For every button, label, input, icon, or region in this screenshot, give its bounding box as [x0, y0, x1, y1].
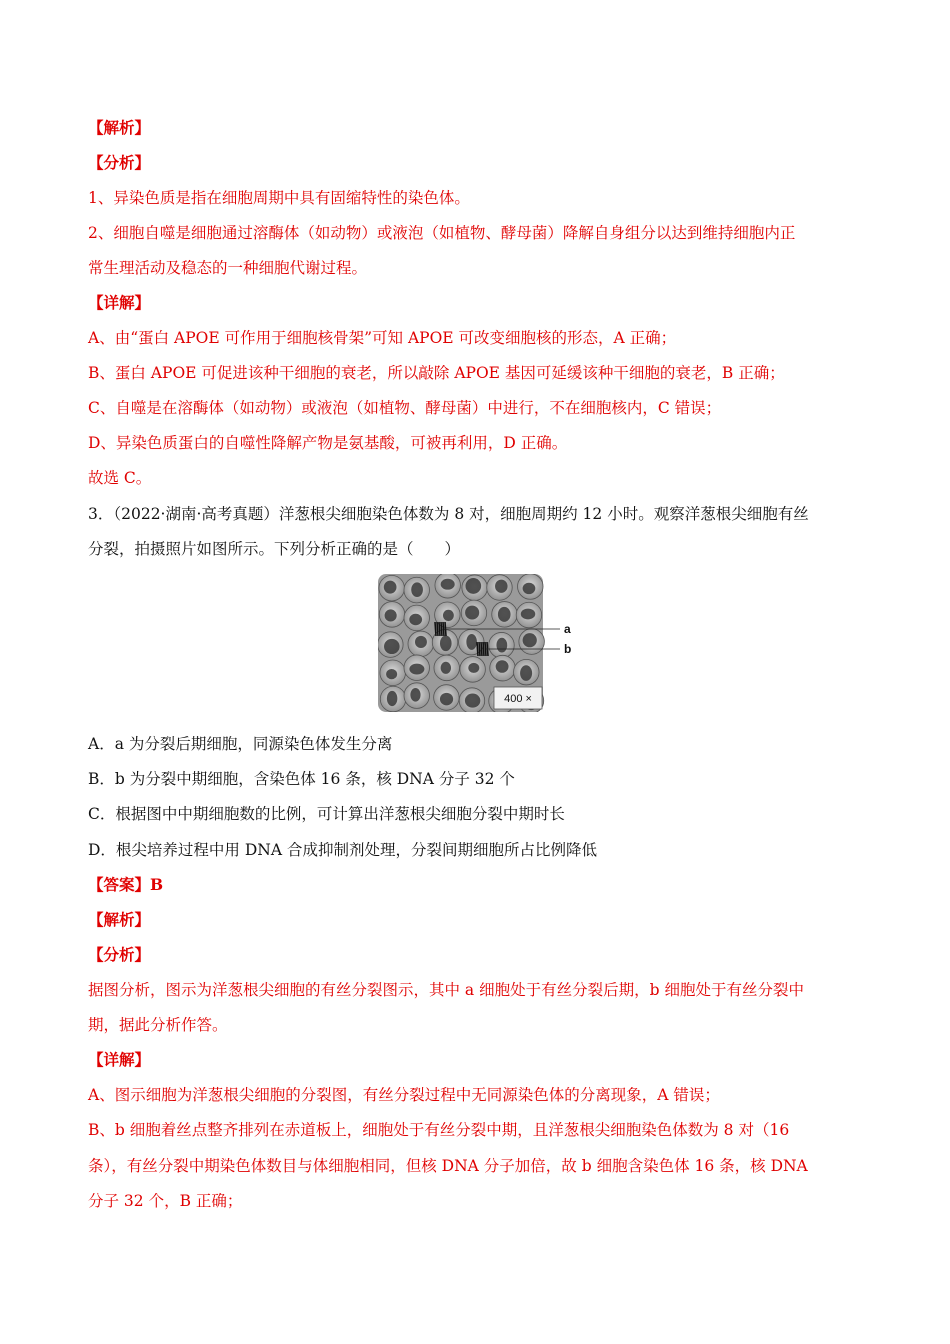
text-line: 故选 C。	[88, 469, 152, 487]
text-line: 【分析】	[88, 153, 151, 172]
text-line: B、b 细胞着丝点整齐排列在赤道板上，细胞处于有丝分裂中期，且洋葱根尖细胞染色体数为 8 对（16	[88, 1121, 790, 1139]
text-line: 【详解】	[88, 293, 151, 312]
cell-nucleus	[441, 662, 451, 674]
question-line: 分裂，拍摄照片如图所示。下列分析正确的是（ ）	[88, 540, 461, 558]
chromosome	[483, 642, 484, 656]
text-line: 2、细胞自噬是细胞通过溶酶体（如动物）或液泡（如植物、酵母菌）降解自身组分以达到维持细胞内正	[88, 224, 796, 242]
magnification-label: 400 ×	[504, 693, 532, 705]
chromosome	[479, 642, 480, 656]
cell-nucleus	[523, 633, 537, 647]
cell-nucleus	[496, 638, 507, 653]
text-line: 条），有丝分裂中期染色体数目与体细胞相同，但核 DNA 分子加倍，故 b 细胞含染色体 16 条，核 DNA	[88, 1157, 808, 1175]
cell-nucleus	[466, 634, 477, 650]
text-line: 【解析】	[88, 118, 151, 137]
chromosome	[435, 622, 436, 636]
text-line: D、异染色质蛋白的自噬性降解产物是氨基酸，可被再利用，D 正确。	[88, 434, 568, 452]
text-line: 【详解】	[88, 1050, 151, 1069]
cell-nucleus	[385, 609, 397, 621]
cell-nucleus	[409, 664, 424, 675]
text-line: B、蛋白 APOE 可促进该种干细胞的衰老，所以敲除 APOE 基因可延缓该种干细胞的衰老，B 正确；	[88, 364, 785, 382]
question-line: 3．（2022·湖南·高考真题）洋葱根尖细胞染色体数为 8 对，细胞周期约 12 小时。观察洋葱根尖细胞有丝	[88, 505, 809, 523]
cell-nucleus	[440, 693, 453, 706]
chromosome	[437, 622, 438, 636]
cell-nucleus	[465, 578, 481, 594]
chromosome	[481, 642, 482, 656]
text-line: 【分析】	[88, 945, 151, 964]
text-line: 1、异染色质是指在细胞周期中具有固缩特性的染色体。	[88, 189, 470, 207]
option-c: C．根据图中中期细胞数的比例，可计算出洋葱根尖细胞分裂中期时长	[88, 805, 565, 823]
text-line: 【解析】	[88, 910, 151, 929]
cell-nucleus	[465, 606, 479, 620]
text-line: A、由“蛋白 APOE 可作用于细胞核骨架”可知 APOE 可改变细胞核的形态，A 正确；	[88, 329, 677, 347]
answer-line: 【答案】B	[88, 875, 164, 894]
option-b: B．b 为分裂中期细胞，含染色体 16 条，核 DNA 分子 32 个	[88, 770, 515, 788]
cell-nucleus	[520, 665, 532, 681]
cell-nucleus	[410, 688, 420, 702]
cell-nucleus	[440, 635, 452, 651]
text-line: A、图示细胞为洋葱根尖细胞的分裂图，有丝分裂过程中无同源染色体的分离现象，A 错误；	[88, 1086, 720, 1104]
chromosome	[485, 642, 486, 656]
label-a: a	[564, 622, 571, 636]
cell-nucleus	[441, 579, 455, 590]
cell-nucleus	[443, 610, 454, 621]
cell-nucleus	[387, 691, 397, 706]
option-a: A．a 为分裂后期细胞，同源染色体发生分离	[88, 735, 393, 753]
text-line: C、自噬是在溶酶体（如动物）或液泡（如植物、酵母菌）中进行，不在细胞核内，C 错误；	[88, 399, 722, 417]
cell-nucleus	[386, 669, 397, 679]
cell-nucleus	[411, 582, 423, 597]
cell-nucleus	[465, 694, 480, 708]
cell-nucleus	[495, 580, 508, 593]
cell-nucleus	[496, 660, 509, 672]
chromosome	[441, 622, 442, 636]
cell-nucleus	[384, 639, 400, 654]
text-line: 分子 32 个，B 正确；	[88, 1192, 243, 1210]
cell-nucleus	[415, 636, 427, 648]
cell-nucleus	[468, 663, 479, 673]
label-b: b	[564, 642, 572, 656]
chromosome	[443, 622, 444, 636]
option-d: D．根尖培养过程中用 DNA 合成抑制剂处理，分裂间期细胞所占比例降低	[88, 841, 597, 859]
chromosome	[439, 622, 440, 636]
text-line: 期，据此分析作答。	[88, 1016, 228, 1034]
text-line: 常生理活动及稳态的一种细胞代谢过程。	[88, 259, 368, 277]
text-line: 据图分析，图示为洋葱根尖细胞的有丝分裂图示，其中 a 细胞处于有丝分裂后期，b 细胞处于有丝分裂中	[88, 981, 804, 999]
micrograph-figure	[378, 574, 574, 712]
chromosome	[477, 642, 478, 656]
cell-nucleus	[384, 581, 397, 594]
cell-nucleus	[498, 607, 511, 622]
cell-nucleus	[523, 583, 536, 594]
cell-nucleus	[521, 609, 535, 620]
onion-root-tip-micrograph	[378, 574, 574, 712]
cell-nucleus	[409, 614, 422, 625]
